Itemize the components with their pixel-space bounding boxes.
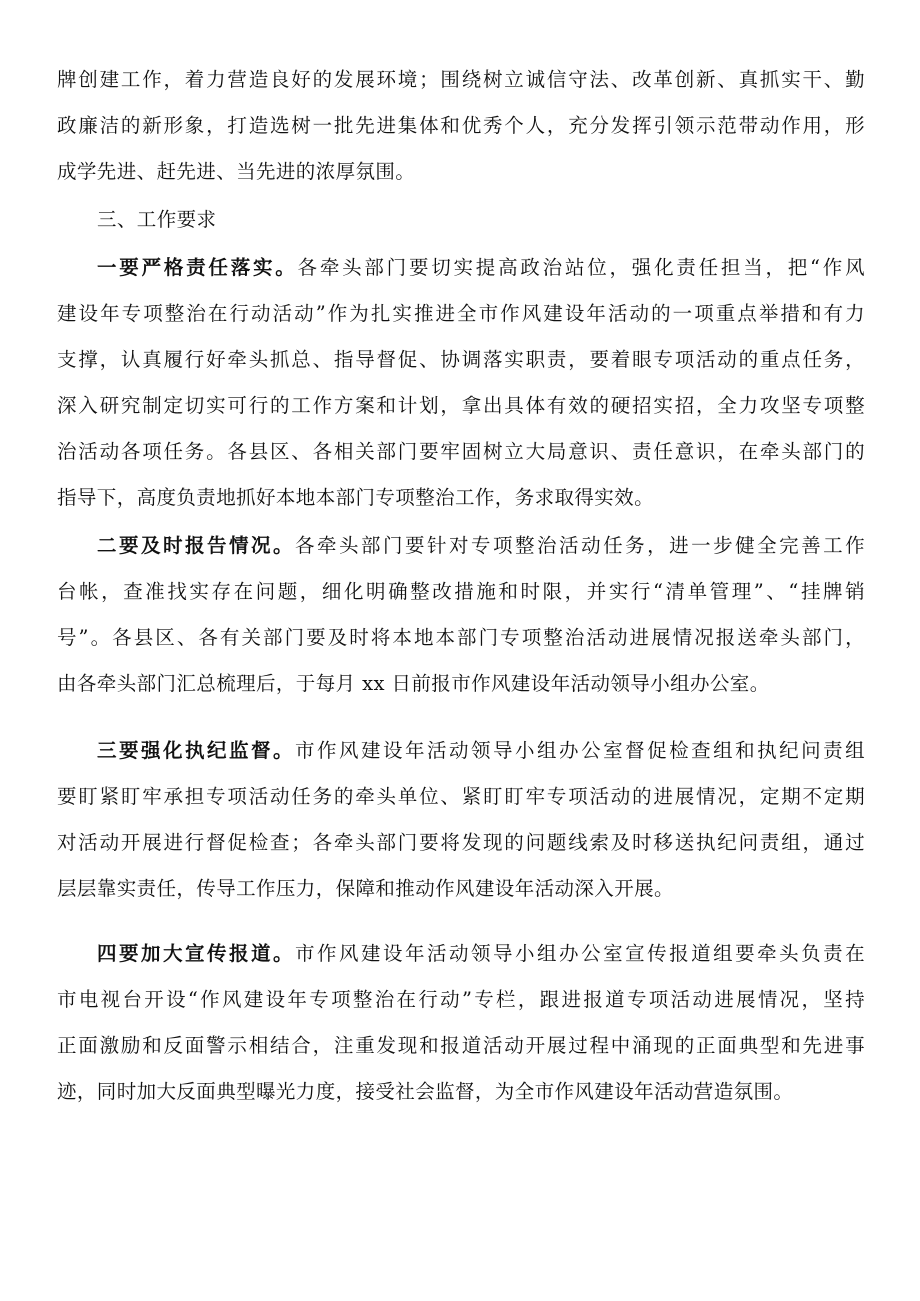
text-line: 对活动开展进行督促检查；各牵头部门要将发现的问题线索及时移送执纪问责组，通过 [57,831,865,854]
paragraph-lead: 三要强化执纪监督。 [97,739,296,762]
paragraph-responsibility [57,256,865,509]
first-line-text: 各牵头部门要针对专项整治活动任务，进一步健全完善工作 [295,534,865,557]
paragraph-supervision [57,739,865,900]
text-line: 正面激励和反面警示相结合，注重发现和报道活动开展过程中涌现的正面典型和先进事 [57,1034,865,1057]
text-line: 号”。各县区、各有关部门要及时将本地本部门专项整治活动进展情况报送牵头部门， [57,626,865,649]
text-line: 迹，同时加大反面典型曝光力度，接受社会监督，为全市作风建设年活动营造氛围。 [57,1080,794,1103]
text-line: 台帐，查准找实存在问题，细化明确整改措施和时限，并实行“清单管理”、“挂牌销 [57,580,865,603]
first-line [57,942,865,965]
text-line: 建设年专项整治在行动活动”作为扎实推进全市作风建设年活动的一项重点举措和有力 [57,302,865,325]
text-line: 指导下，高度负责地抓好本地本部门专项整治工作，务求取得实效。 [57,486,655,509]
text-line: 层层靠实责任，传导工作压力，保障和推动作风建设年活动深入开展。 [57,877,674,900]
document-page [57,68,865,1103]
paragraph-reporting [57,534,865,695]
paragraph-intro-continuation [57,68,865,183]
first-line-text: 市作风建设年活动领导小组办公室宣传报道组要牵头负责在 [295,942,865,965]
text-line: 成学先进、赶先进、当先进的浓厚氛围。 [57,160,416,183]
paragraph-lead: 二要及时报告情况。 [97,534,296,557]
first-line-text: 各牵头部门要切实提高政治站位，强化责任担当，把“作风 [297,256,865,279]
text-line: 市电视台开设“作风建设年专项整治在行动”专栏，跟进报道专项活动进展情况，坚持 [57,988,865,1011]
first-line [57,739,865,762]
first-line [57,256,865,279]
text-line: 牌创建工作，着力营造良好的发展环境；围绕树立诚信守法、改革创新、真抓实干、勤 [57,68,865,91]
text-line: 要盯紧盯牢承担专项活动任务的牵头单位、紧盯盯牢专项活动的进展情况，定期不定期 [57,785,865,808]
paragraph-lead: 一要严格责任落实。 [97,256,298,279]
paragraph-lead: 四要加大宣传报道。 [97,942,296,965]
text-line: 深入研究制定切实可行的工作方案和计划，拿出具体有效的硬招实招，全力攻坚专项整 [57,394,865,417]
text-line: 政廉洁的新形象，打造选树一批先进集体和优秀个人，充分发挥引领示范带动作用，形 [57,114,865,137]
section-heading: 三、工作要求 [97,208,217,231]
text-line: 由各牵头部门汇总梳理后，于每月 xx 日前报市作风建设年活动领导小组办公室。 [57,672,770,695]
text-line: 治活动各项任务。各县区、各相关部门要牢固树立大局意识、责任意识，在牵头部门的 [57,440,865,463]
first-line [57,534,865,557]
paragraph-publicity [57,942,865,1103]
text-line: 支撑，认真履行好牵头抓总、指导督促、协调落实职责，要着眼专项活动的重点任务， [57,348,865,371]
first-line-text: 市作风建设年活动领导小组办公室督促检查组和执纪问责组 [295,739,865,762]
